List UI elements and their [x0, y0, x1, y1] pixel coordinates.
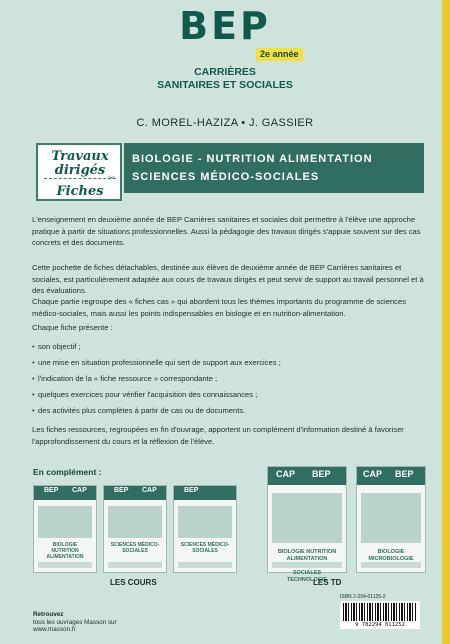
fiches-cas-paragraph: Chaque partie regroupe des « fiches cas » qui abordent tous les thèmes importants du programme de sciences médico-sociales, mais aussi les points indispensables en biologie et en nutrition-alimentation. — [32, 297, 406, 318]
list-item-text: des activités plus complètes à partir de cas ou de documents. — [38, 406, 246, 415]
book-footer — [178, 562, 232, 568]
series-title: BEP — [179, 4, 271, 48]
book-title: SCIENCES MÉDICO-SOCIALES — [180, 542, 230, 554]
website-note — [33, 611, 117, 634]
book-header — [174, 486, 236, 500]
pochette-paragraph: Cette pochette de fiches détachables, destinée aux élèves de deuxième année de BEP Carrières sanitaires et sociales, est particulièrement adaptée aux cours de travaux dirigés et peut servir de support au travail personnel et à des évaluations. — [32, 263, 424, 295]
bullet-icon: • — [32, 406, 35, 415]
barcode-number: 9 782294 011252 — [355, 622, 405, 628]
book-illustration — [38, 506, 92, 538]
book-title: SCIENCES MÉDICO-SOCIALES — [110, 542, 160, 554]
ressources-paragraph: Les fiches ressources, regroupées en fin d'ouvrage, apportent un complément d'information destiné à favoriser l'approfondissement du cours et la réflexion de l'élève. — [32, 425, 404, 446]
book-series-right: BEP — [395, 469, 414, 479]
bullet-icon: • — [32, 390, 35, 399]
book-series-left: CAP — [276, 469, 296, 479]
book-cover-cours-3 — [173, 485, 237, 573]
list-item — [32, 406, 424, 416]
book-footer — [361, 562, 421, 568]
list-item — [32, 342, 424, 352]
book-title: BIOLOGIE MICROBIOLOGIE — [368, 549, 414, 562]
collection-badge — [36, 143, 122, 201]
list-item — [32, 358, 424, 368]
book-footer — [38, 562, 92, 568]
website-note-line-2: tous les ouvrages Masson sur — [33, 618, 117, 626]
book-series-right: CAP — [72, 487, 87, 494]
yellow-edge-strip — [442, 0, 450, 644]
list-item-text: l'indication de la « fiche ressource » correspondante ; — [38, 374, 218, 383]
subject-line-2: SCIENCES MÉDICO-SOCIALES — [132, 171, 320, 183]
fiche-presente-paragraph: Chaque fiche présente : — [32, 323, 113, 332]
book-title: BIOLOGIE NUTRITION ALIMENTATION SOCIALES TECHNOLOGIE — [277, 549, 337, 583]
isbn: ISBN 2-294-01125-2 — [340, 594, 386, 600]
scissors-icon: ✂ — [108, 173, 116, 183]
bullet-icon: • — [32, 342, 35, 351]
book-illustration — [361, 493, 421, 543]
list-item — [32, 390, 424, 400]
subject-band — [124, 143, 424, 193]
book-header — [357, 467, 425, 485]
book-header — [34, 486, 96, 500]
book-illustration — [108, 506, 162, 538]
track-title — [0, 66, 450, 92]
collection-line-3: Fiches — [56, 184, 104, 199]
list-item — [32, 374, 424, 384]
list-item-text: son objectif ; — [38, 342, 81, 351]
barcode — [340, 601, 420, 629]
track-line-2: SANITAIRES ET SOCIALES — [157, 79, 293, 91]
complement-heading: En complément : — [33, 467, 102, 477]
bullet-icon: • — [32, 358, 35, 367]
barcode-bars — [343, 603, 417, 621]
book-header — [268, 467, 346, 485]
collection-line-2: dirigés — [54, 163, 106, 178]
track-line-1: CARRIÈRES — [194, 66, 256, 78]
book-series-left: CAP — [363, 469, 383, 479]
website-note-line-1: Retrouvez — [33, 611, 64, 618]
book-series-right: CAP — [142, 487, 157, 494]
authors: C. MOREL-HAZIZA • J. GASSIER — [136, 117, 314, 129]
td-label: LES TD — [313, 578, 342, 587]
book-series-left: BEP — [44, 487, 59, 494]
website-url[interactable]: www.masson.fr — [33, 626, 76, 633]
intro-paragraph: L'enseignement en deuxième année de BEP Carrières sanitaires et sociales doit permettre à l'élève une approche pratique à partir de situations professionnelles. Aussi la pédagogie des travaux dirigés s'appuie souvent sur des cas concrets et des documents. — [32, 215, 421, 247]
list-item-text: une mise en situation professionnelle qui sert de support aux exercices ; — [38, 358, 281, 367]
subject-line-1: BIOLOGIE - NUTRITION ALIMENTATION — [132, 153, 373, 165]
book-series-left: BEP — [184, 487, 199, 494]
book-series-right: BEP — [312, 469, 331, 479]
edition-badge: 2e année — [256, 48, 303, 61]
book-title: BIOLOGIE NUTRITION ALIMENTATION — [46, 542, 84, 560]
book-cover-td-2 — [356, 466, 426, 573]
cours-label: LES COURS — [110, 578, 157, 587]
book-illustration — [272, 493, 342, 543]
list-item-text: quelques exercices pour vérifier l'acquisition des connaissances ; — [38, 390, 258, 399]
book-illustration — [178, 506, 232, 538]
bullet-icon: • — [32, 374, 35, 383]
book-footer — [108, 562, 162, 568]
collection-line-1: Travaux — [51, 149, 109, 164]
book-footer — [272, 562, 342, 568]
book-series-left: BEP — [114, 487, 129, 494]
book-header — [104, 486, 166, 500]
book-cover-cours-2 — [103, 485, 167, 573]
book-cover-cours-1 — [33, 485, 97, 573]
